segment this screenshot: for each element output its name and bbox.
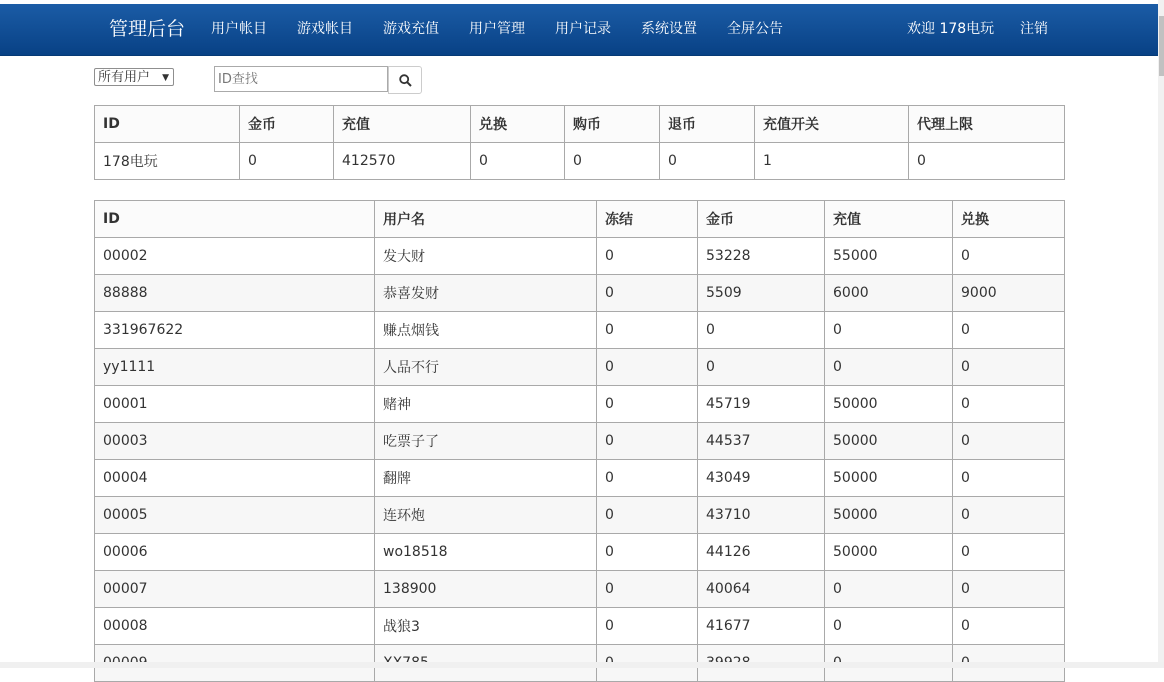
cell-coins: 41677 [698, 608, 825, 645]
welcome-text: 欢迎 178电玩 [907, 21, 995, 37]
cell-username: 战狼3 [375, 608, 597, 645]
summary-exchange: 0 [471, 143, 565, 180]
cell-username: 发大财 [375, 238, 597, 275]
cell-user-id: 88888 [95, 275, 375, 312]
cell-username: 吃票子了 [375, 423, 597, 460]
col-refund: 退币 [660, 106, 755, 143]
cell-user-id: 00006 [95, 534, 375, 571]
cell-exchange: 0 [953, 423, 1065, 460]
users-header-row [95, 201, 1065, 238]
cell-frozen: 0 [597, 349, 698, 386]
cell-user-id: 00003 [95, 423, 375, 460]
cell-exchange: 0 [953, 571, 1065, 608]
cell-coins: 0 [698, 349, 825, 386]
search-button[interactable] [388, 66, 422, 94]
cell-coins: 40064 [698, 571, 825, 608]
cell-coins: 5509 [698, 275, 825, 312]
table-row[interactable] [95, 238, 1065, 275]
cell-coins: 43049 [698, 460, 825, 497]
cell-frozen: 0 [597, 608, 698, 645]
cell-frozen: 0 [597, 460, 698, 497]
col-user-exchange: 兑换 [953, 201, 1065, 238]
table-row[interactable] [95, 534, 1065, 571]
status-strip [0, 662, 1164, 668]
cell-frozen: 0 [597, 497, 698, 534]
cell-frozen: 0 [597, 386, 698, 423]
summary-purchase: 0 [565, 143, 660, 180]
cell-user-id: 00005 [95, 497, 375, 534]
cell-recharge: 50000 [825, 386, 953, 423]
col-recharge-switch: 充值开关 [755, 106, 909, 143]
table-row[interactable] [95, 571, 1065, 608]
summary-row [95, 143, 1065, 180]
cell-exchange: 0 [953, 238, 1065, 275]
col-user-recharge: 充值 [825, 201, 953, 238]
summary-recharge-switch: 1 [755, 143, 909, 180]
col-frozen: 冻结 [597, 201, 698, 238]
cell-frozen: 0 [597, 534, 698, 571]
table-row[interactable] [95, 460, 1065, 497]
cell-user-id: 00002 [95, 238, 375, 275]
cell-coins: 53228 [698, 238, 825, 275]
cell-exchange: 0 [953, 386, 1065, 423]
cell-username: 人品不行 [375, 349, 597, 386]
cell-username: 恭喜发财 [375, 275, 597, 312]
cell-username: 赚点烟钱 [375, 312, 597, 349]
cell-coins: 0 [698, 312, 825, 349]
nav-system-settings[interactable]: 系统设置 [641, 21, 697, 37]
cell-user-id: 00008 [95, 608, 375, 645]
col-user-coins: 金币 [698, 201, 825, 238]
col-username: 用户名 [375, 201, 597, 238]
cell-coins: 43710 [698, 497, 825, 534]
summary-refund: 0 [660, 143, 755, 180]
cell-recharge: 50000 [825, 497, 953, 534]
nav-user-records[interactable]: 用户记录 [555, 21, 611, 37]
cell-recharge: 6000 [825, 275, 953, 312]
nav-fullscreen-notice[interactable]: 全屏公告 [727, 21, 783, 37]
users-table [94, 200, 1065, 682]
cell-recharge: 0 [825, 349, 953, 386]
cell-username: 138900 [375, 571, 597, 608]
user-filter-select[interactable] [94, 68, 174, 86]
cell-recharge: 50000 [825, 534, 953, 571]
table-row[interactable] [95, 608, 1065, 645]
summary-recharge: 412570 [334, 143, 471, 180]
cell-exchange: 0 [953, 534, 1065, 571]
cell-exchange: 9000 [953, 275, 1065, 312]
table-row[interactable] [95, 312, 1065, 349]
col-recharge: 充值 [334, 106, 471, 143]
cell-frozen: 0 [597, 312, 698, 349]
brand-title[interactable]: 管理后台 [109, 18, 186, 40]
cell-coins: 44126 [698, 534, 825, 571]
cell-recharge: 50000 [825, 423, 953, 460]
cell-frozen: 0 [597, 571, 698, 608]
summary-agent-limit: 0 [909, 143, 1065, 180]
agent-summary-table [94, 105, 1065, 180]
cell-username: 翻牌 [375, 460, 597, 497]
cell-recharge: 0 [825, 312, 953, 349]
col-exchange: 兑换 [471, 106, 565, 143]
cell-user-id: 331967622 [95, 312, 375, 349]
search-icon [399, 74, 412, 87]
top-navbar [0, 4, 1158, 56]
cell-recharge: 0 [825, 608, 953, 645]
summary-id: 178电玩 [95, 143, 240, 180]
cell-frozen: 0 [597, 423, 698, 460]
table-row[interactable] [95, 497, 1065, 534]
cell-username: 赌神 [375, 386, 597, 423]
col-agent-limit: 代理上限 [909, 106, 1065, 143]
cell-user-id: 00001 [95, 386, 375, 423]
cell-exchange: 0 [953, 460, 1065, 497]
cell-recharge: 55000 [825, 238, 953, 275]
summary-coins: 0 [240, 143, 334, 180]
cell-exchange: 0 [953, 608, 1065, 645]
cell-username: wo18518 [375, 534, 597, 571]
table-row[interactable] [95, 423, 1065, 460]
cell-user-id: yy1111 [95, 349, 375, 386]
col-user-id: ID [95, 201, 375, 238]
cell-user-id: 00004 [95, 460, 375, 497]
cell-exchange: 0 [953, 497, 1065, 534]
table-row[interactable] [95, 275, 1065, 312]
col-coins: 金币 [240, 106, 334, 143]
table-row[interactable] [95, 349, 1065, 386]
page-scrollbar[interactable] [1158, 0, 1164, 668]
cell-username: 连环炮 [375, 497, 597, 534]
nav-user-management[interactable]: 用户管理 [469, 21, 525, 37]
logout-link[interactable]: 注销 [1020, 21, 1048, 37]
cell-coins: 45719 [698, 386, 825, 423]
id-search-input[interactable] [214, 66, 388, 92]
scrollbar-thumb[interactable] [1159, 16, 1164, 76]
cell-exchange: 0 [953, 312, 1065, 349]
cell-frozen: 0 [597, 238, 698, 275]
cell-recharge: 50000 [825, 460, 953, 497]
col-id: ID [95, 106, 240, 143]
summary-header-row [95, 106, 1065, 143]
table-row[interactable] [95, 386, 1065, 423]
col-purchase: 购币 [565, 106, 660, 143]
dropdown-arrow-icon: ▼ [162, 73, 169, 83]
nav-game-accounts[interactable]: 游戏帐目 [297, 21, 353, 37]
nav-game-recharge[interactable]: 游戏充值 [383, 21, 439, 37]
cell-recharge: 0 [825, 571, 953, 608]
cell-exchange: 0 [953, 349, 1065, 386]
user-filter-value: 所有用户 [98, 70, 151, 85]
cell-frozen: 0 [597, 275, 698, 312]
nav-user-accounts[interactable]: 用户帐目 [211, 21, 267, 37]
cell-user-id: 00007 [95, 571, 375, 608]
cell-coins: 44537 [698, 423, 825, 460]
